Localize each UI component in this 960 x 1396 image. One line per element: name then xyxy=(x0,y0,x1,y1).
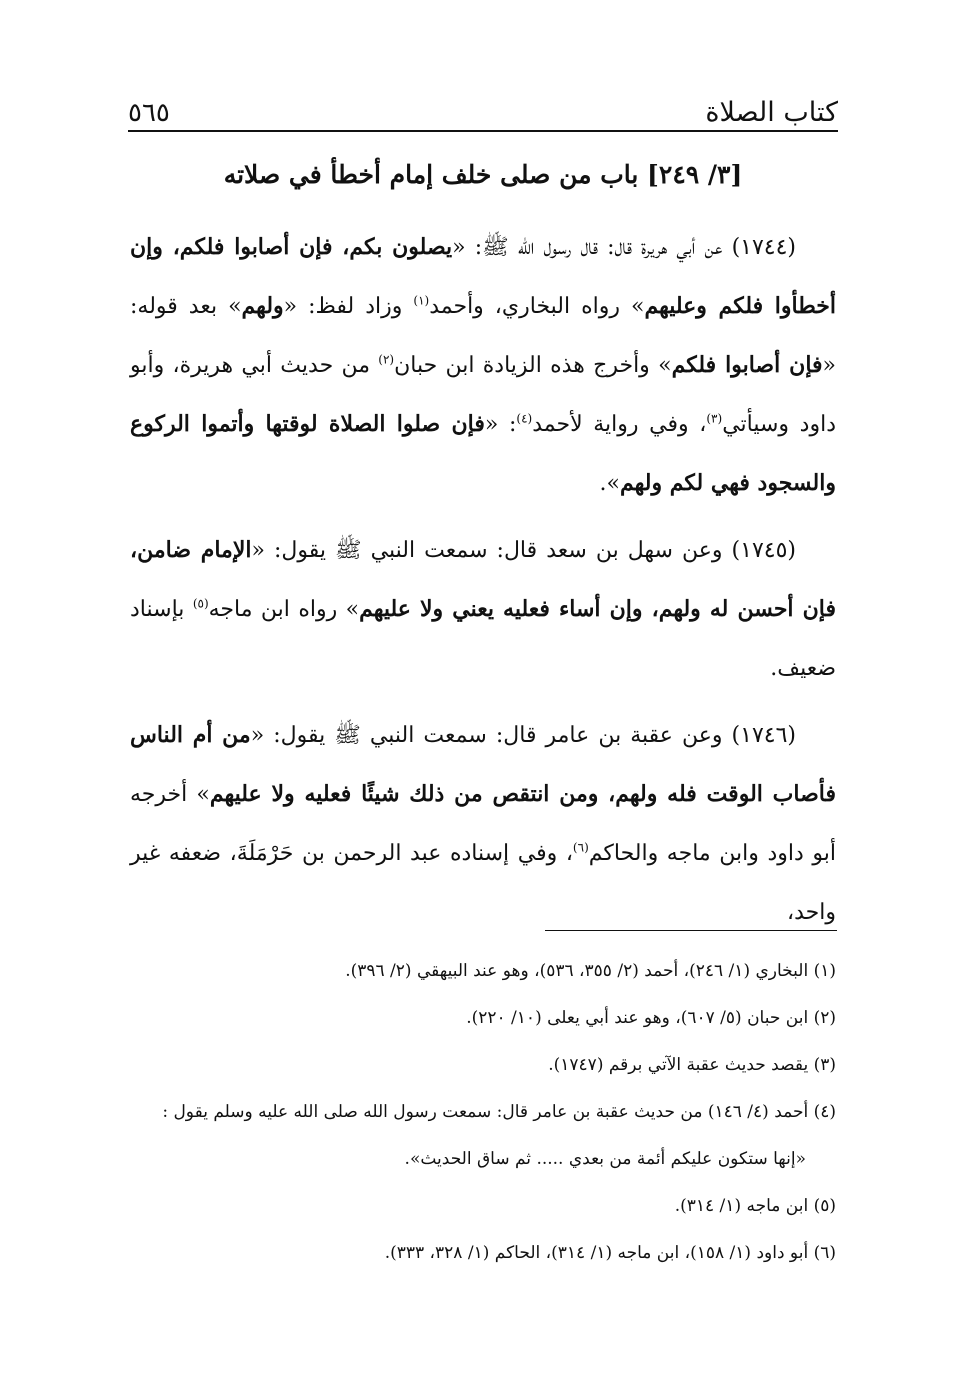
running-header xyxy=(128,82,838,128)
text-run: (١٧٤٤) عن أبي هريرة قال: قال رسول الله ﷺ: « xyxy=(452,235,797,260)
hadith-quote-bold: الإمام ضامن، فإن أحسن له ولهم، وإن أساء فعليه يعني ولا عليهم xyxy=(130,537,836,622)
footnote-2: (٢) ابن حبان (٥/ ٦٠٧)، وهو عند أبي يعلى (١٠/ ٢٢٠). xyxy=(466,1008,836,1028)
text-run: ، وفي إسناده عبد الرحمن بن حَرْمَلَةَ، ضعفه غير واحد، xyxy=(130,841,836,925)
footnote-5: (٥) ابن ماجه (١/ ٣١٤). xyxy=(674,1196,836,1216)
page-number: ٥٦٥ xyxy=(128,98,170,128)
text-run: (١٧٤٦) وعن عقبة بن عامر قال: سمعت النبي ﷺ يقول: « xyxy=(250,723,796,748)
footnote-separator xyxy=(545,930,837,931)
text-run: بإسناد ضعيف. xyxy=(130,597,836,681)
hadith-quote-bold: ولهم xyxy=(241,293,284,319)
footnote-marker: (٥) xyxy=(192,596,209,611)
text-run: » وأخرج هذه الزيادة ابن حبان xyxy=(394,353,672,378)
text-run: » بعد قوله: « xyxy=(130,294,837,378)
footnote-marker: (٣) xyxy=(706,411,723,426)
hadith-quote-bold: فإن أصابوا فلكم xyxy=(671,352,823,378)
footnote-marker: (٤) xyxy=(516,411,533,426)
text-run: ، وفي رواية لأحمد xyxy=(532,412,707,437)
text-run: (١٧٤٥) وعن سهل بن سعد قال: سمعت النبي ﷺ يقول: « xyxy=(251,538,796,563)
footnote-marker: (٦) xyxy=(572,840,589,855)
footnote-3: (٣) يقصد حديث عقبة الآتي برقم (١٧٤٧). xyxy=(548,1055,836,1075)
footnote-6: (٦) أبو داود (١/ ١٥٨)، ابن ماجه (١/ ٣١٤)، الحاكم (١/ ٣٢٨، ٣٣٣). xyxy=(384,1243,836,1263)
text-run: » أخرجه أبو داود وابن ماجه والحاكم xyxy=(130,782,836,866)
hadith-1746 xyxy=(130,706,836,942)
footnote-1: (١) البخاري (١/ ٢٤٦)، أحمد (٢/ ٣٥٥، ٥٣٦)، وهو عند البيهقي (٢/ ٣٩٦). xyxy=(345,961,836,981)
header-rule xyxy=(128,130,838,132)
main-text xyxy=(130,218,836,942)
footnotes xyxy=(130,948,836,1277)
text-run: وزاد لفظ: « xyxy=(283,294,414,319)
footnote-marker: (١) xyxy=(413,293,430,308)
text-run: » رواه البخاري، وأحمد xyxy=(429,294,645,319)
footnote-4: (٤) أحمد (٤/ ١٤٦) من حديث عقبة بن عامر قال: سمعت رسول الله صلى الله عليه وسلم يقول : xyxy=(162,1102,836,1122)
footnote-marker: (٢) xyxy=(378,352,395,367)
running-header-title: كتاب الصلاة xyxy=(705,97,838,128)
text-run: : « xyxy=(484,412,517,437)
text-run: ». xyxy=(599,471,620,496)
chapter-title: [٣/ ٢٤٩] باب من صلى خلف إمام أخطأ في صلاته xyxy=(223,160,743,189)
hadith-1744 xyxy=(130,218,836,513)
hadith-quote-bold: فإن صلوا الصلاة لوقتها وأتموا الركوع والسجود فهي لكم ولهم xyxy=(130,411,836,496)
footnote-4-continuation: «إنها ستكون عليكم أئمة من بعدي ..... ثم ساق الحديث». xyxy=(404,1149,806,1169)
text-run: من حديث أبي هريرة، وأبو داود وسيأتي xyxy=(130,353,837,437)
hadith-quote-bold: من أم الناس فأصاب الوقت فله ولهم، ومن انتقص من ذلك شيئًا فعليه ولا عليهم xyxy=(130,722,836,807)
hadith-1745 xyxy=(130,521,836,698)
text-run: » رواه ابن ماجه xyxy=(208,597,360,622)
hadith-quote-bold: يصلون بكم، فإن أصابوا فلكم، وإن أخطأوا فلكم وعليهم xyxy=(130,234,836,319)
